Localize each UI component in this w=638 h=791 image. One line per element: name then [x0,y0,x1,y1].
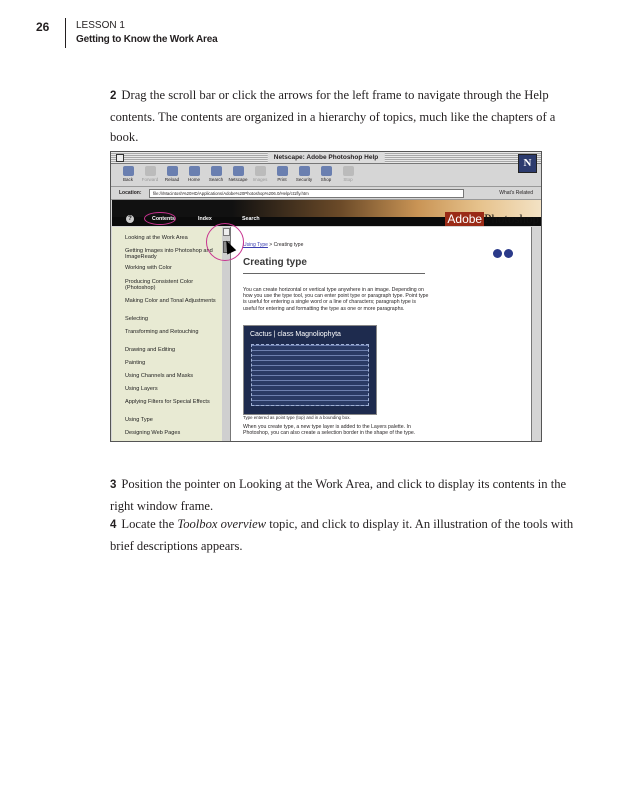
section-title: Getting to Know the Work Area [76,34,218,45]
stop-icon [343,166,354,176]
tab-index: Index [198,216,212,222]
reload-icon [167,166,178,176]
contents-frame [112,227,223,442]
toolbar-label: Security [295,177,313,182]
toolbar-button-security [293,166,315,182]
toolbar-label: Print [277,177,287,182]
previous-arrow-icon [493,249,502,258]
browser-screenshot [110,151,542,442]
toolbar-button-stop [337,166,359,182]
step-3 [110,474,575,516]
sidebar-item: Transforming and Retouching [125,329,199,335]
adobe-photoshop-brand [445,210,539,228]
toolbar-label: Home [187,177,200,182]
adobe-logo: Adobe [447,212,483,226]
topic-heading: Creating type [243,257,307,268]
location-label: Location: [119,190,142,196]
sidebar-item: Getting Images into Photoshop and ImageReady [125,248,213,261]
toolbar-button-shop [315,166,337,182]
page-number: 26 [36,20,50,34]
breadcrumb-current: > Creating type [267,242,304,248]
breadcrumb [243,242,303,248]
toolbar-label: Stop [343,177,353,182]
forward-icon [145,166,156,176]
toolbar-button-netscape [227,166,249,182]
search-icon [211,166,222,176]
window-title: Netscape: Adobe Photoshop Help [268,152,385,163]
toolbar-label: Forward [141,177,159,182]
sidebar-item: Looking at the Work Area [125,235,188,241]
browser-toolbar [111,164,541,187]
lesson-label: LESSON 1 [76,20,125,31]
running-head-rule [65,18,66,48]
topic-frame [231,227,533,442]
sidebar-item: Using Layers [125,386,158,392]
sidebar-item: Painting [125,360,146,366]
location-field: file:///Macintosh%20HD/Applications/Adobe%20Photoshop%206.0/Help/ct1fly.htm [149,189,464,198]
toolbar-label: Netscape [228,177,248,182]
next-arrow-icon [504,249,513,258]
topic-name: Toolbox overview [177,517,267,531]
toolbar-label: Back [122,177,133,182]
sidebar-item: Working with Color [125,265,172,271]
sidebar-item: Applying Filters for Special Effects [125,399,210,405]
step-text: Drag the scroll bar or click the arrows for the left frame to navigate through the Help contents. The contents are organized in a hierarchy of topics, much like the chapters of a book. [110,88,556,144]
netscape-logo: N [518,154,537,173]
toolbar-button-forward [139,166,161,182]
back-icon [123,166,134,176]
images-icon [255,166,266,176]
toolbar-label: Shop [320,177,332,182]
sidebar-item: Producing Consistent Color (Photoshop) [125,279,194,292]
step-text-post: topic, and click to display it. An illustration of the tools with brief descriptions appears. [110,517,574,553]
print-icon [277,166,288,176]
toolbar-button-images [249,166,271,182]
bounding-box [251,344,369,406]
topic-nav-arrows [491,245,513,263]
step-2 [110,85,575,148]
tab-search: Search [242,216,260,222]
step-number: 4 [110,519,117,531]
photoshop-wordmark: Photoshop [484,211,539,226]
toolbar-label: Reload [164,177,180,182]
step-number: 2 [110,90,117,102]
netscape-icon [233,166,244,176]
contents-highlight-oval [144,212,176,225]
sidebar-item: Selecting [125,316,149,322]
shop-icon [321,166,332,176]
toolbar-button-home [183,166,205,182]
step-4 [110,514,575,556]
security-icon [299,166,310,176]
toolbar-button-print [271,166,293,182]
figure-title: Cactus | class Magnoliophyta [250,331,341,338]
sidebar-item: Using Channels and Masks [125,373,194,379]
step-text-pre: Locate the [121,517,178,531]
toolbar-button-reload [161,166,183,182]
type-figure [243,325,377,415]
sidebar-item: Making Color and Tonal Adjustments [125,298,216,304]
whats-related-button: What's Related [499,190,533,196]
toolbar-label: Search [208,177,224,182]
figure-caption: Type entered as point type (top) and in a bounding box. [243,415,351,420]
step-text: Position the pointer on Looking at the Work Area, and click to display its contents in the right window frame. [110,477,567,513]
home-icon [189,166,200,176]
sidebar-item: Drawing and Editing [125,347,176,353]
breadcrumb-link: Using Type [243,242,268,248]
sidebar-item: Using Type [125,417,153,423]
window-titlebar [111,152,541,164]
toolbar-label: Images [252,177,268,182]
topic-body: You can create horizontal or vertical type anywhere in an image. Depending on how you use the type tool, you can enter point type or paragraph type. Point type is useful for entering a single word or a line of characters; paragraph type is useful for entering and formatting the type as one or more paragraphs. [243,287,429,312]
toolbar-button-search [205,166,227,182]
topic-scrollbar [531,227,541,442]
close-box-icon [116,154,124,162]
heading-rule [243,273,425,274]
location-bar [111,187,541,200]
tab-contents: Contents [152,216,175,222]
help-icon: ? [126,215,134,223]
sidebar-item: Designing Web Pages [125,430,181,436]
toolbar-button-back [117,166,139,182]
topic-body-continued: When you create type, a new type layer is added to the Layers palette. In Photoshop, you can also create a selection border in the shape of the type. [243,424,416,437]
step-number: 3 [110,479,117,491]
